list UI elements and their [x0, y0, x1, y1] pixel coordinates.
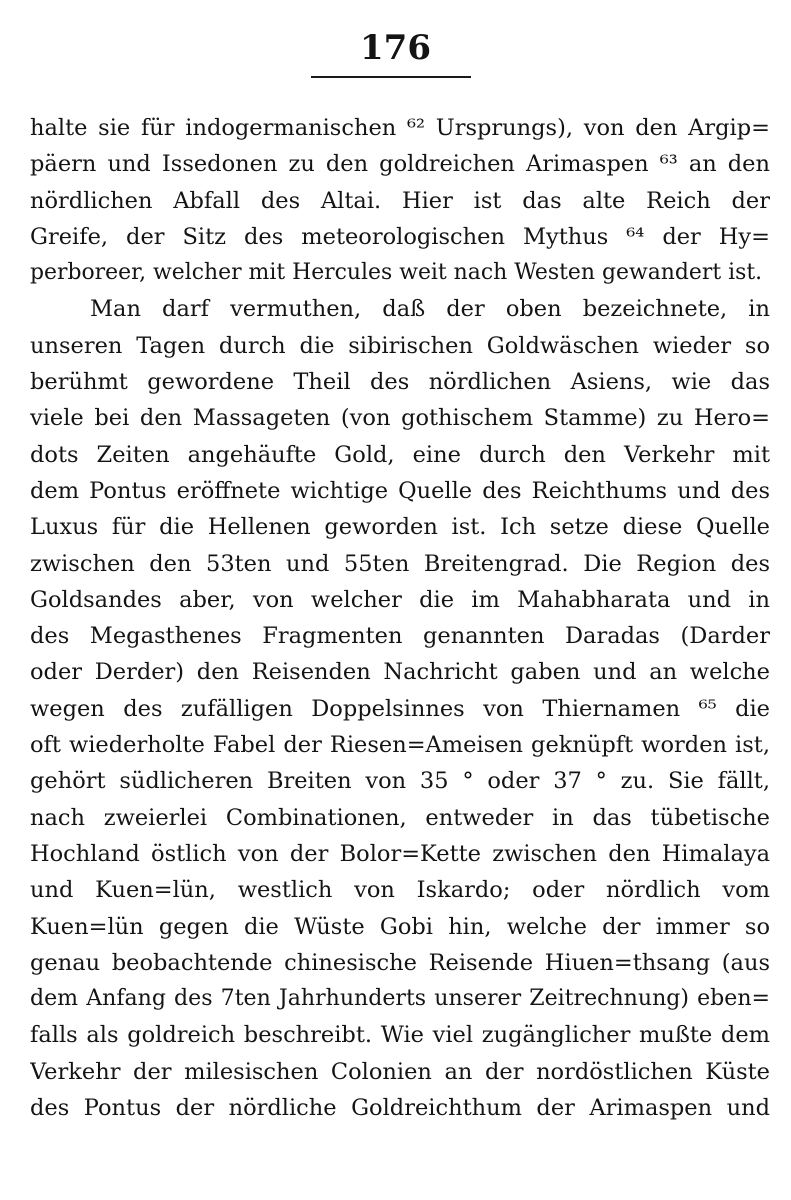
text-line: halte sie für indogermanischen ⁶² Ursprungs), von den Argip= [30, 115, 770, 141]
text-line: Verkehr der milesischen Colonien an der nordöstlichen Küste [30, 1058, 770, 1085]
text-line: päern und Issedonen zu den goldreichen Arimaspen ⁶³ an den [30, 151, 770, 178]
body-text [30, 110, 770, 1126]
text-line: zwischen den 53ten und 55ten Breitengrad. Die Region des [30, 550, 770, 577]
text-line: falls als goldreich beschreibt. Wie viel zugänglicher mußte dem [30, 1022, 770, 1049]
text-line: unseren Tagen durch die sibirischen Goldwäschen wieder so [30, 332, 770, 359]
text-line: Goldsandes aber, von welcher die im Mahabharata und in [30, 586, 770, 613]
text-line: Luxus für die Hellenen geworden ist. Ich setze diese Quelle [30, 514, 770, 541]
text-line: des Megasthenes Fragmenten genannten Daradas (Darder [30, 623, 770, 650]
text-line: wegen des zufälligen Doppelsinnes von Thiernamen ⁶⁵ die [30, 695, 770, 722]
text-line: oft wiederholte Fabel der Riesen=Ameisen geknüpft worden ist, [30, 732, 770, 759]
text-line: oder Derder) den Reisenden Nachricht gaben und an welche [30, 659, 770, 686]
text-line: gehört südlicheren Breiten von 35 ° oder 37 ° zu. Sie fällt, [30, 768, 770, 795]
text-line: Hochland östlich von der Bolor=Kette zwischen den Himalaya [30, 840, 770, 867]
text-line: Greife, der Sitz des meteorologischen Mythus ⁶⁴ der Hy= [30, 223, 770, 250]
text-line: genau beobachtende chinesische Reisende Hiuen=thsang (aus [30, 949, 770, 976]
text-line: berühmt gewordene Theil des nördlichen Asiens, wie das [30, 369, 770, 396]
text-line: dots Zeiten angehäufte Gold, eine durch den Verkehr mit [30, 441, 770, 468]
text-line: und Kuen=lün, westlich von Iskardo; oder nördlich vom [30, 877, 770, 904]
text-line: viele bei den Massageten (von gothischem Stamme) zu Hero= [30, 405, 770, 432]
text-line: dem Anfang des 7ten Jahrhunderts unserer Zeitrechnung) eben= [30, 986, 770, 1012]
header-rule [311, 76, 471, 78]
text-line: nach zweierlei Combinationen, entweder in das tübetische [30, 804, 770, 831]
page-number: 176 [360, 28, 431, 68]
text-line: dem Pontus eröffnete wichtige Quelle des Reichthums und des [30, 477, 770, 504]
text-line: des Pontus der nördliche Goldreichthum der Arimaspen und [30, 1095, 770, 1122]
text-line: Kuen=lün gegen die Wüste Gobi hin, welche der immer so [30, 913, 770, 940]
text-line: nördlichen Abfall des Altai. Hier ist das alte Reich der [30, 187, 770, 214]
text-line: Man darf vermuthen, daß der oben bezeichnete, in [90, 296, 770, 323]
text-line: perboreer, welcher mit Hercules weit nach Westen gewandert ist. [30, 260, 763, 286]
